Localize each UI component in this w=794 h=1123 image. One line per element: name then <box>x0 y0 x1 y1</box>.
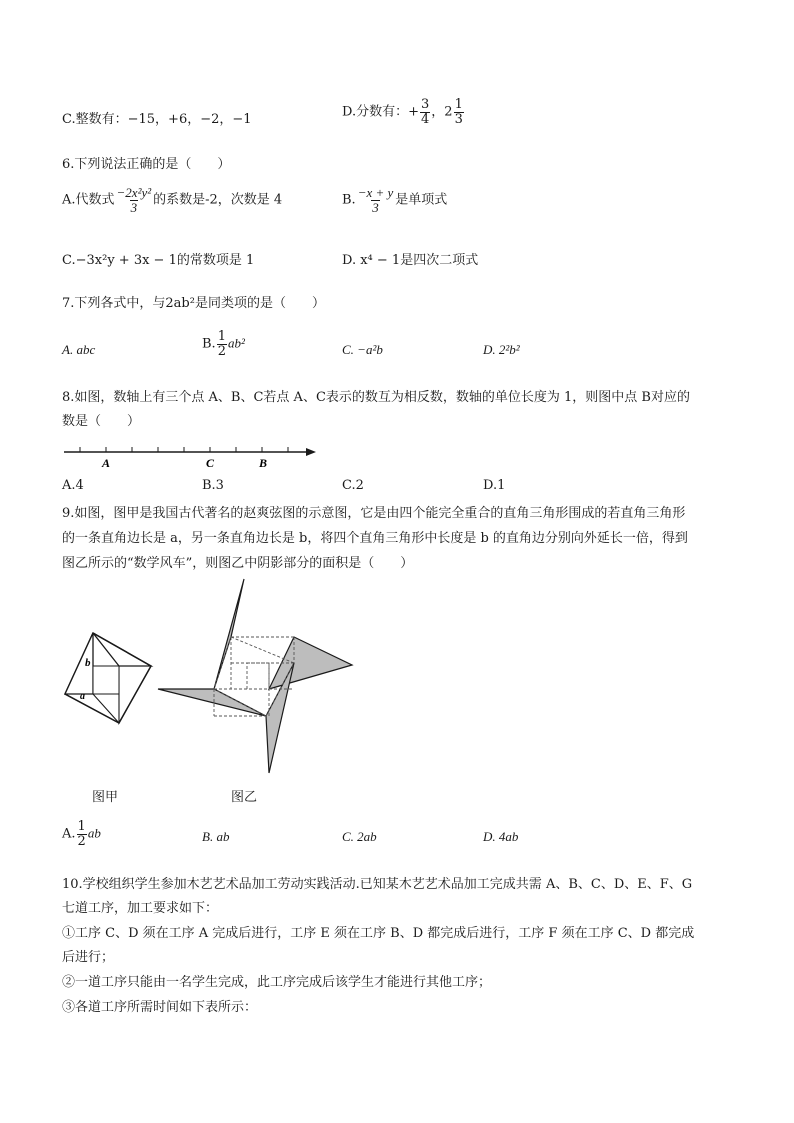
q8-option-c: C.2 <box>342 478 364 493</box>
point-b-label: B <box>259 456 268 470</box>
inner-square <box>93 666 119 694</box>
point-c-label: C <box>206 456 215 470</box>
side-a-label: a <box>80 691 85 702</box>
q10-line6: ③各道工序所需时间如下表所示： <box>62 1000 258 1015</box>
windmill-shaded-blades <box>158 579 352 773</box>
point-a-label: A <box>102 456 111 470</box>
q6-option-d: D. x⁴ − 1是四次二项式 <box>342 253 479 268</box>
q10-line5: ②一道工序只能由一名学生完成，此工序完成后该学生才能进行其他工序； <box>62 975 492 990</box>
q7-stem: 7.下列各式中，与2ab²是同类项的是（ ） <box>62 296 325 311</box>
q7-option-a: A. abc <box>62 342 96 357</box>
q5-fraction-1-3: $\frac{1}{3}$ <box>454 97 463 127</box>
q10-line2: 七道工序，加工要求如下： <box>62 901 219 916</box>
q6-stem: 6.下列说法正确的是（ ） <box>62 157 231 172</box>
fig1-label: 图甲 <box>92 790 119 805</box>
q9-option-a: A. $\frac{1}{2}$ ab <box>62 819 101 849</box>
q6-a-fraction: $\frac{\text{−2x²y²}}{3}$ <box>116 185 152 215</box>
number-line-arrow <box>306 448 316 456</box>
q9-stem-line2: 的一条直角边长是 a，另一条直角边长是 b，将四个直角三角形中长度是 b 的直角边分别向外延长一倍，得到 <box>62 531 688 546</box>
blade-left <box>158 689 266 716</box>
triangle-top <box>93 633 151 666</box>
triangle-bottom <box>65 694 119 723</box>
q8-stem-line2: 数是（ ） <box>62 414 141 429</box>
q7-option-d: D. 2²b² <box>483 342 520 357</box>
q9-stem-line3: 图乙所示的“数学风车”，则图乙中阴影部分的面积是（ ） <box>62 556 414 571</box>
q7-option-b: B. $\frac{1}{2}$ ab² <box>202 329 245 359</box>
q10-line3: ①工序 C、D 须在工序 A 完成后进行，工序 E 须在工序 B、D 都完成后进行，工序 F 须在工序 C、D 都完成 <box>62 926 695 941</box>
triangle-right <box>119 666 151 723</box>
q5-fraction-3-4: $\frac{3}{4}$ <box>421 97 430 127</box>
q9-a-fraction: $\frac{1}{2}$ <box>77 819 86 849</box>
q8-option-d: D.1 <box>483 478 506 493</box>
q5-option-d-prefix: D.分数有：+ <box>342 104 419 120</box>
fig2-label: 图乙 <box>231 790 258 805</box>
q5-option-d: D.分数有：+ $\frac{3}{4}$ ，2 $\frac{1}{3}$ <box>342 97 463 127</box>
q6-option-a: A.代数式 $\frac{\text{−2x²y²}}{3}$ 的系数是-2，次数是 4 <box>62 185 283 215</box>
q8-option-a: A.4 <box>62 478 84 493</box>
q5-mixed-whole: 2 <box>444 104 453 120</box>
number-line-figure <box>62 440 322 474</box>
q9-option-d: D. 4ab <box>483 829 519 844</box>
q6-option-c: C.−3x²y + 3x − 1的常数项是 1 <box>62 253 255 268</box>
q8-stem-line1: 8.如图，数轴上有三个点 A、B、C若点 A、C表示的数互为相反数，数轴的单位长度为 1，则图中点 B对应的 <box>62 390 690 405</box>
q5-option-c: C.整数有：−15，+6，−2，−1 <box>62 112 252 127</box>
q10-line1: 10.学校组织学生参加木艺艺术品加工劳动实践活动.已知某木艺艺术品加工完成共需 A、B、C、D、E、F、G <box>62 877 693 892</box>
q7-option-c: C. −a²b <box>342 342 383 357</box>
q7-b-fraction: $\frac{1}{2}$ <box>217 329 226 359</box>
zhao-shuang-figure <box>60 628 160 728</box>
q9-option-b: B. ab <box>202 829 230 844</box>
q9-stem-line1: 9.如图，图甲是我国古代著名的赵爽弦图的示意图，它是由四个能完全重合的直角三角形围成的若直角三角形 <box>62 506 686 521</box>
side-b-label: b <box>85 657 91 669</box>
blade-top <box>214 579 244 689</box>
q6-option-b: B. $\frac{-x + y}{3}$ 是单项式 <box>342 185 448 215</box>
q8-option-b: B.3 <box>202 478 224 493</box>
q10-line4: 后进行； <box>62 950 115 965</box>
math-windmill-figure <box>155 576 360 778</box>
q9-option-c: C. 2ab <box>342 829 377 844</box>
q6-b-fraction: $\frac{-x + y}{3}$ <box>357 185 394 215</box>
